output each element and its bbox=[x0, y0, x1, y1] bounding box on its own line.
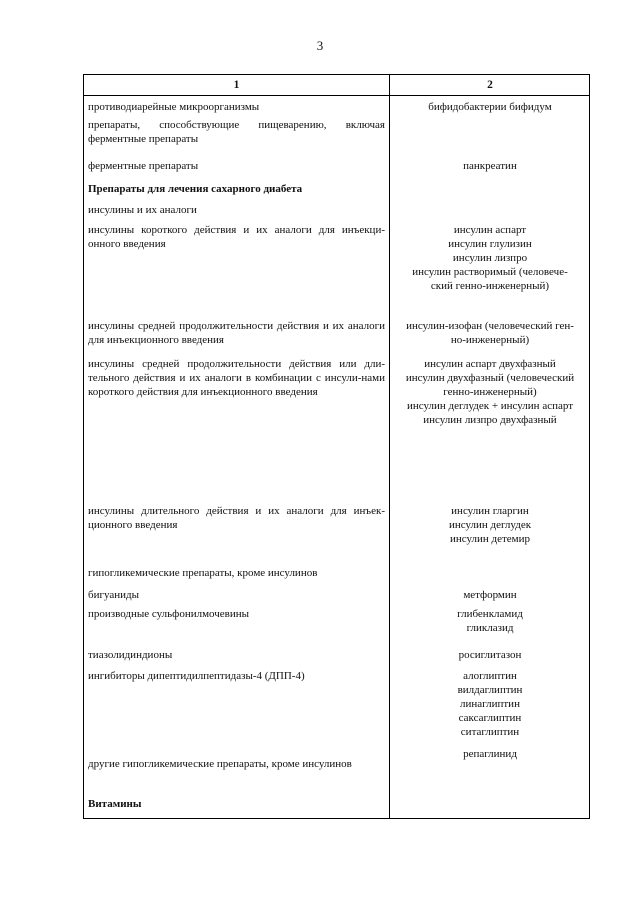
drug-name: генно-инженерный) bbox=[443, 386, 537, 398]
drug-name: инсулин гларгин bbox=[451, 505, 529, 517]
header-rule bbox=[84, 95, 589, 96]
drug-name: росиглитазон bbox=[458, 649, 522, 661]
column-divider bbox=[389, 75, 390, 818]
drug-names bbox=[391, 159, 589, 173]
drug-name: бифидобактерии бифидум bbox=[428, 101, 552, 113]
drug-name: инсулин детемир bbox=[449, 533, 531, 545]
drug-name: ский генно-инженерный) bbox=[430, 280, 550, 292]
category-label: инсулины длительного действия и их аналоги для инъек-ционного введения bbox=[88, 505, 385, 531]
drug-name: инсулин лизпро двухфазный bbox=[423, 414, 557, 426]
drug-name: инсулин двухфазный (человеческий bbox=[405, 372, 575, 384]
drug-name: инсулин деглудек bbox=[448, 519, 532, 531]
drug-names bbox=[391, 504, 589, 546]
drug-name: панкреатин bbox=[463, 160, 517, 172]
drug-name: инсулин аспарт двухфазный bbox=[424, 358, 556, 370]
drug-names bbox=[391, 669, 589, 739]
drug-name: инсулин-изофан (человеческий ген- bbox=[406, 320, 574, 332]
category-label: противодиарейные микроорганизмы bbox=[88, 101, 260, 113]
section-heading: Витамины bbox=[88, 798, 142, 810]
section-heading: Препараты для лечения сахарного диабета bbox=[88, 183, 303, 195]
drug-names bbox=[391, 357, 589, 427]
category-label: инсулины и их аналоги bbox=[88, 204, 197, 216]
category-label: производные сульфонилмочевины bbox=[88, 608, 250, 620]
drug-name: ситаглиптин bbox=[460, 726, 520, 738]
category-label: бигуаниды bbox=[88, 589, 139, 601]
drug-name: вилдаглиптин bbox=[457, 684, 523, 696]
drug-names bbox=[391, 747, 589, 761]
drug-names bbox=[391, 607, 589, 635]
category-label: инсулины короткого действия и их аналоги для инъекци-онного введения bbox=[88, 224, 385, 250]
category-label: ингибиторы дипептидилпептидазы-4 (ДПП-4) bbox=[88, 670, 305, 682]
drug-names bbox=[391, 588, 589, 602]
drug-name: саксаглиптин bbox=[458, 712, 522, 724]
drug-names bbox=[391, 223, 589, 293]
drug-name: инсулин глулизин bbox=[448, 238, 532, 250]
drug-table bbox=[83, 74, 590, 819]
category-label: гипогликемические препараты, кроме инсулинов bbox=[88, 567, 318, 579]
drug-name: инсулин лизпро bbox=[452, 252, 528, 264]
drug-name: глибенкламид bbox=[457, 608, 523, 620]
page-number: 3 bbox=[316, 38, 324, 53]
column-header-1: 1 bbox=[233, 79, 240, 91]
category-label: инсулины средней продолжительности действия и их аналоги для инъекционного введения bbox=[88, 320, 385, 346]
drug-name: репаглинид bbox=[463, 748, 517, 760]
category-label: ферментные препараты bbox=[88, 160, 199, 172]
drug-name: гликлазид bbox=[466, 622, 514, 634]
drug-name: линаглиптин bbox=[460, 698, 520, 710]
category-label: препараты, способствующие пищеварению, включая ферментные препараты bbox=[88, 119, 385, 145]
drug-name: метформин bbox=[463, 589, 517, 601]
category-label: инсулины средней продолжительности действия или дли-тельного действия и их аналоги в комбинации с инсули-нами короткого действия для инъекционного введения bbox=[88, 358, 385, 398]
drug-names bbox=[391, 319, 589, 347]
drug-names bbox=[391, 648, 589, 662]
drug-name: алоглиптин bbox=[463, 670, 517, 682]
drug-name: инсулин растворимый (человече- bbox=[412, 266, 568, 278]
column-header-2: 2 bbox=[487, 79, 493, 91]
category-label: тиазолидиндионы bbox=[88, 649, 173, 661]
drug-name: но-инженерный) bbox=[450, 334, 530, 346]
drug-names bbox=[391, 100, 589, 114]
drug-name: инсулин деглудек + инсулин аспарт bbox=[406, 400, 574, 412]
drug-name: инсулин аспарт bbox=[453, 224, 527, 236]
category-label: другие гипогликемические препараты, кроме инсулинов bbox=[88, 758, 352, 770]
